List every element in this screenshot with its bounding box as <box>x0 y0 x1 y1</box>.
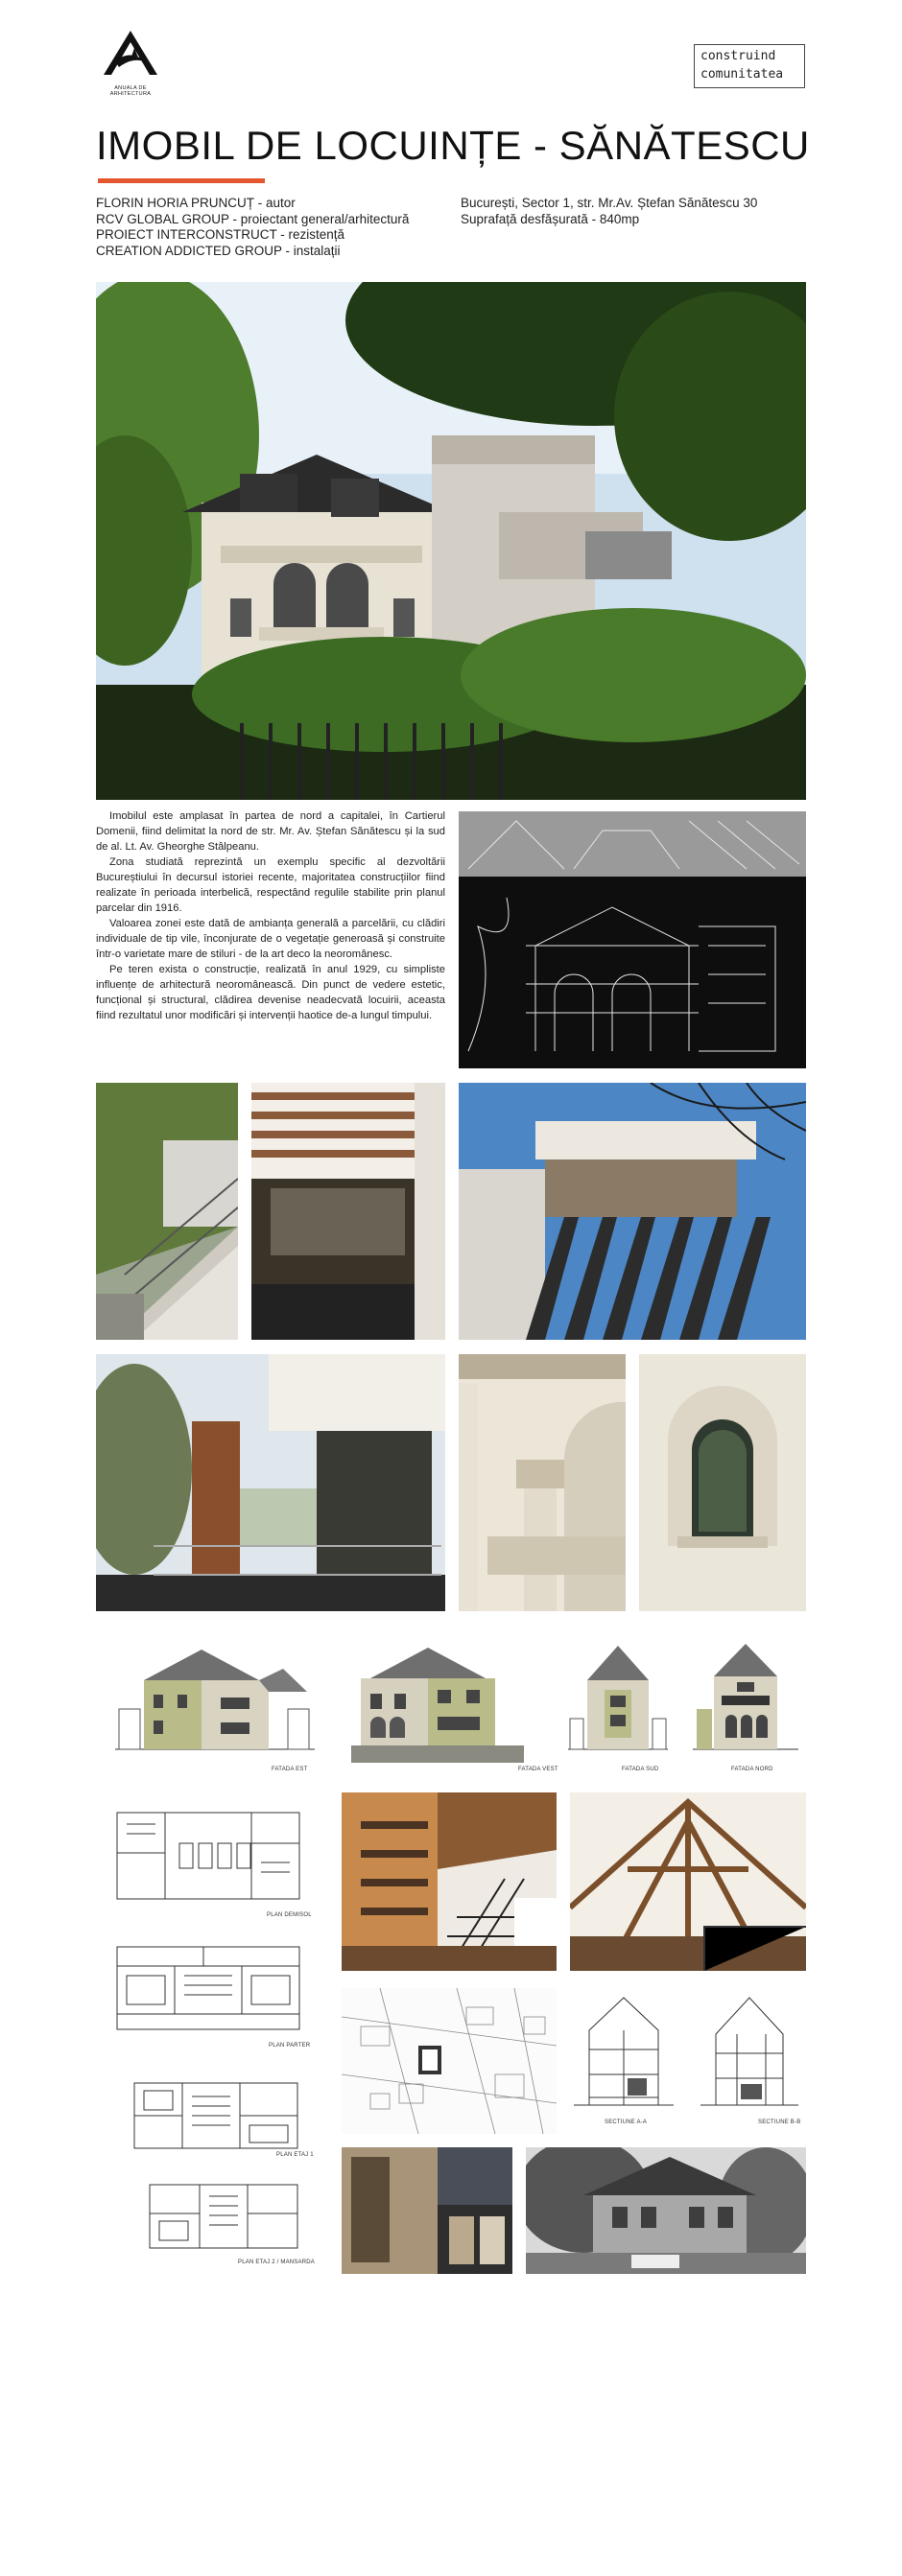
plan-attic-drawing <box>142 2179 305 2254</box>
elevation-label: FATADA NORD <box>731 1767 773 1772</box>
plan-ground-floor-drawing <box>107 1937 309 2037</box>
sketch-collage-image <box>459 811 806 1068</box>
section-b-drawing <box>699 1992 800 2111</box>
terrace-wood-photo <box>96 1354 445 1611</box>
staircase-interior-photo <box>342 1792 557 1971</box>
column-capital-photo <box>459 1354 626 1611</box>
project-description <box>96 808 445 1023</box>
arched-window-photo <box>639 1354 806 1611</box>
elevation-south-drawing <box>568 1642 668 1755</box>
logo-line-2: comunitatea <box>700 67 784 82</box>
plan-label: PLAN DEMISOL <box>267 1912 312 1918</box>
description-paragraph: Valoarea zonei este dată de ambianța generală a parcelării, cu clădiri individuale de tip vile, înconjurate de o vegetație generoasă și construite într-o varietate mare de stiluri - de la art deco la neoromânesc. <box>96 918 445 960</box>
historic-villa-photo <box>526 2147 806 2274</box>
title-underline <box>98 178 265 183</box>
description-paragraph: Zona studiată reprezintă un exemplu specific al dezvoltării Bucureștiului în decursul istoriei recente, majoritatea construcțiilor fiind realizate în perioada interbelică, respectând regulile stabilite prin planul parcelar din 1916. <box>96 856 445 914</box>
project-location <box>461 196 757 227</box>
section-label: SECTIUNE A-A <box>605 2119 648 2125</box>
louvre-facade-photo <box>459 1083 806 1340</box>
pergola-balcony-photo <box>251 1083 445 1340</box>
logo-line-1: construind <box>700 49 776 63</box>
attic-trusses-photo <box>570 1792 806 1971</box>
description-paragraph: Imobilul este amplasat în partea de nord a capitalei, în Cartierul Domenii, fiind delimitat la nord de str. Mr. Av. Ștefan Sănătescu și la sud de al. Lt. Av. Gheorghe Stâlpeanu. <box>96 810 445 853</box>
elevation-label: FATADA EST <box>272 1767 308 1772</box>
section-a-drawing <box>570 1992 677 2111</box>
plan-basement-drawing <box>107 1805 309 1905</box>
plan-label: PLAN PARTER <box>269 2043 311 2049</box>
ramp-photo <box>96 1083 238 1340</box>
site-plan-drawing <box>342 1988 557 2134</box>
elevation-north-drawing <box>693 1642 798 1755</box>
credit-structure: PROIECT INTERCONSTRUCT - rezistență <box>96 227 345 242</box>
plan-label: PLAN ETAJ 2 / MANSARDA <box>238 2260 315 2265</box>
logo-caption: ANUALA DE ARHITECTURA <box>109 85 152 97</box>
credit-general-designer: RCV GLOBAL GROUP - proiectant general/arhitectură <box>96 211 410 226</box>
project-credits <box>96 196 409 259</box>
hero-facade-photo <box>96 282 806 800</box>
elevation-west-drawing <box>342 1642 534 1765</box>
elevation-label: FATADA SUD <box>622 1767 659 1772</box>
location-area: Suprafață desfășurată - 840mp <box>461 211 640 226</box>
elevation-east-drawing <box>115 1642 315 1755</box>
credit-author: FLORIN HORIA PRUNCUȚ - autor <box>96 196 296 210</box>
material-collage-photo <box>342 2147 512 2274</box>
logo-a-icon <box>96 29 165 79</box>
plan-label: PLAN ETAJ 1 <box>276 2152 314 2158</box>
description-paragraph: Pe teren exista o construcție, realizată în anul 1929, cu simpliste influențe de arhitectură neoromânească. Din punct de vedere estetic, funcțional și structural, clădirea devenise neadecvată locuirii, aceasta fiind rezultatul unor modificări și intervenții haotice de-a lungul timpului. <box>96 964 445 1021</box>
elevation-label: FATADA VEST <box>518 1767 558 1772</box>
community-logo <box>694 44 805 88</box>
page-title: IMOBIL DE LOCUINȚE - SĂNĂTESCU <box>96 123 810 168</box>
plan-first-floor-drawing <box>125 2077 307 2154</box>
credit-installations: CREATION ADDICTED GROUP - instalații <box>96 243 341 258</box>
section-label: SECTIUNE B-B <box>758 2119 801 2125</box>
location-address: București, Sector 1, str. Mr.Av. Ștefan Sănătescu 30 <box>461 196 758 210</box>
architecture-annual-logo <box>96 29 165 97</box>
